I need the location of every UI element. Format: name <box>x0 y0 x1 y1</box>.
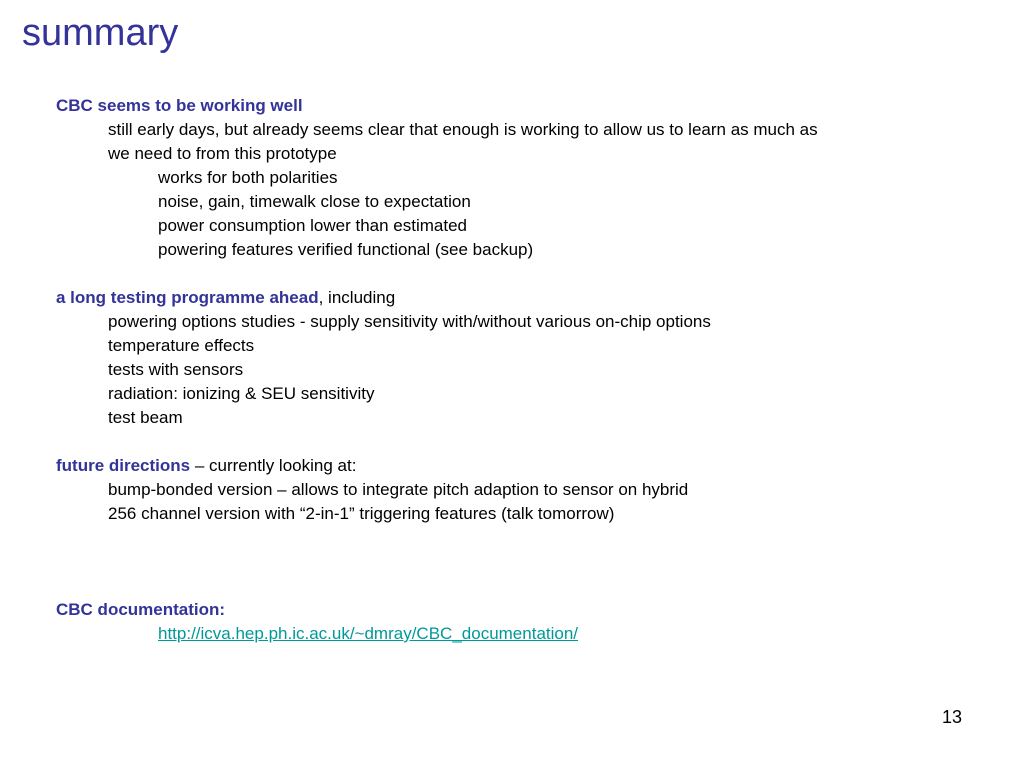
bullet-line: bump-bonded version – allows to integrate pitch adaption to sensor on hybrid <box>108 480 689 499</box>
sub-bullet-line: powering features verified functional (see backup) <box>158 240 534 259</box>
bullet-line: radiation: ionizing & SEU sensitivity <box>108 384 375 403</box>
heading-text: CBC documentation: <box>56 600 226 619</box>
heading-text: future directions <box>56 456 191 475</box>
heading-suffix: – currently looking at: <box>190 456 357 475</box>
spacer <box>56 262 986 286</box>
section-heading <box>56 94 986 118</box>
bullet-line: 256 channel version with “2-in-1” triggering features (talk tomorrow) <box>108 504 615 523</box>
heading-text: CBC seems to be working well <box>56 96 303 115</box>
bullet-line: test beam <box>108 408 183 427</box>
spacer <box>56 430 986 454</box>
documentation-link[interactable]: http://icva.hep.ph.ic.ac.uk/~dmray/CBC_documentation/ <box>158 624 579 643</box>
sub-bullet-line: works for both polarities <box>158 168 338 187</box>
bullet-line: tests with sensors <box>108 360 244 379</box>
bullet-line: still early days, but already seems clear that enough is working to allow us to learn as much as <box>108 120 818 139</box>
heading-suffix: , including <box>318 288 396 307</box>
bullet-line: powering options studies - supply sensitivity with/without various on-chip options <box>108 312 711 331</box>
page-number: 13 <box>941 707 962 727</box>
section-heading <box>56 598 986 622</box>
link-line <box>56 622 986 646</box>
sub-bullet-line: power consumption lower than estimated <box>158 216 467 235</box>
heading-text: a long testing programme ahead <box>56 288 319 307</box>
sub-bullet-line: noise, gain, timewalk close to expectation <box>158 192 471 211</box>
spacer <box>56 526 986 598</box>
slide-body <box>56 94 986 646</box>
section-heading <box>56 454 986 478</box>
section-heading <box>56 286 986 310</box>
bullet-line: we need to from this prototype <box>108 144 337 163</box>
bullet-line: temperature effects <box>108 336 255 355</box>
slide-title: summary <box>22 12 179 54</box>
